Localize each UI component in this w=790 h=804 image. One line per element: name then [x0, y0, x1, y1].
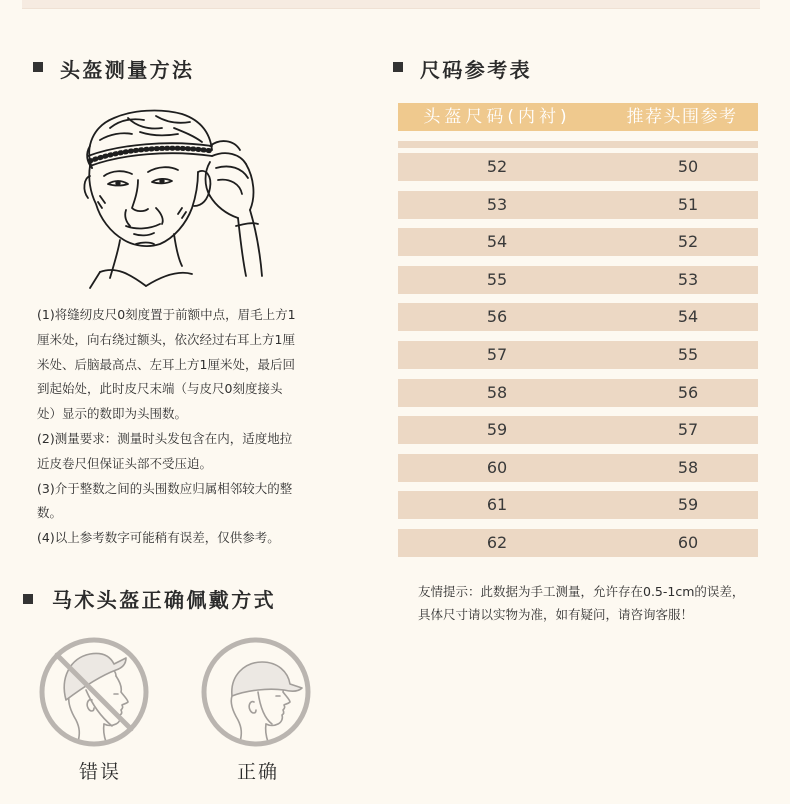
- hand: [206, 141, 263, 276]
- correct-label: 正确: [236, 761, 279, 783]
- head-circumference-cell: 60: [677, 533, 699, 552]
- size-chart-title: 尺码参考表: [420, 58, 532, 82]
- size-row: [398, 228, 758, 256]
- helmet-fitted: [232, 662, 302, 724]
- instruction-line: 数。: [37, 505, 63, 521]
- instruction-line: (4)以上参考数字可能稍有误差，仅供参考。: [37, 530, 280, 546]
- helmet-size-cell: 55: [486, 269, 508, 289]
- instruction-line: (3)介于整数之间的头围数应归属相邻较大的整: [37, 480, 293, 496]
- size-row: [398, 191, 758, 219]
- helmet-size-cell: 61: [486, 495, 508, 515]
- face: [84, 166, 210, 246]
- size-row: [398, 266, 758, 294]
- section-bullet-square: [23, 594, 33, 604]
- size-row: [398, 529, 758, 557]
- tip-line: 友情提示：此数据为手工测量，允许存在0.5-1cm的误差，: [418, 584, 745, 599]
- section-bullet-square: [33, 62, 43, 72]
- size-table-header: [398, 103, 758, 131]
- helmet-correct-icon: [198, 634, 314, 750]
- head-circumference-cell: 53: [677, 269, 699, 289]
- helmet-wrong-icon: [36, 634, 152, 750]
- helmet-size-cell: 60: [486, 457, 508, 477]
- size-row: [398, 491, 758, 519]
- man-measuring-head-icon: [70, 106, 264, 290]
- hair: [87, 111, 212, 168]
- instruction-line: 处）显示的数即为头围数。: [37, 406, 188, 422]
- head-circumference-cell: 50: [677, 157, 699, 176]
- head-circumference-cell: 54: [677, 307, 699, 327]
- head-circumference-cell: 58: [677, 457, 699, 477]
- top-divider-strip: [22, 0, 760, 9]
- size-row: [398, 153, 758, 181]
- instruction-line: (1)将缝纫皮尺0刻度置于前额中点，眉毛上方1: [37, 307, 296, 322]
- instruction-line: 到起始处，此时皮尺末端（与皮尺0刻度接头: [37, 381, 283, 397]
- instruction-line: (2)测量要求：测量时头发包含在内，适度地拉: [37, 430, 293, 446]
- tip-line: 具体尺寸请以实物为准，如有疑问，请咨询客服！: [418, 607, 694, 622]
- helmet-size-cell: 53: [486, 194, 508, 214]
- measure-section-title: 头盔测量方法: [60, 58, 195, 82]
- helmet-size-cell: 52: [486, 157, 508, 176]
- instruction-line: 米处、后脑最高点、左耳上方1厘米处，最后回: [37, 356, 295, 372]
- header-head-circumference: 推荐头围参考: [626, 107, 738, 127]
- header-helmet-size: 头盔尺码(内衬): [423, 107, 571, 127]
- head-circumference-cell: 55: [677, 345, 699, 364]
- helmet-size-cell: 59: [486, 420, 508, 440]
- helmet-size-cell: 57: [486, 345, 508, 364]
- helmet-size-cell: 58: [486, 382, 508, 402]
- size-row: [398, 303, 758, 331]
- head-circumference-cell: 57: [677, 420, 699, 440]
- section-bullet-square: [393, 62, 403, 72]
- measure-instructions: [37, 303, 327, 551]
- helmet-size-cell: 62: [486, 533, 508, 552]
- size-row: [398, 341, 758, 369]
- friendly-tip: [418, 580, 768, 626]
- table-spacer-band: [398, 141, 758, 148]
- head-circumference-cell: 56: [677, 382, 699, 402]
- size-row: [398, 379, 758, 407]
- wrong-label: 错误: [78, 761, 121, 783]
- instruction-line: 近皮卷尺但保证头部不受压迫。: [37, 455, 213, 471]
- helmet-size-cell: 54: [486, 232, 508, 252]
- head-circumference-cell: 59: [677, 495, 699, 515]
- measuring-tape: [88, 143, 212, 166]
- size-row: [398, 454, 758, 482]
- wearing-section-title: 马术头盔正确佩戴方式: [52, 588, 276, 612]
- head-circumference-cell: 52: [677, 232, 699, 252]
- helmet-size-cell: 56: [486, 307, 508, 327]
- instruction-line: 厘米处，向右绕过额头，依次经过右耳上方1厘: [37, 331, 295, 347]
- head-circumference-cell: 51: [677, 194, 699, 214]
- size-row: [398, 416, 758, 444]
